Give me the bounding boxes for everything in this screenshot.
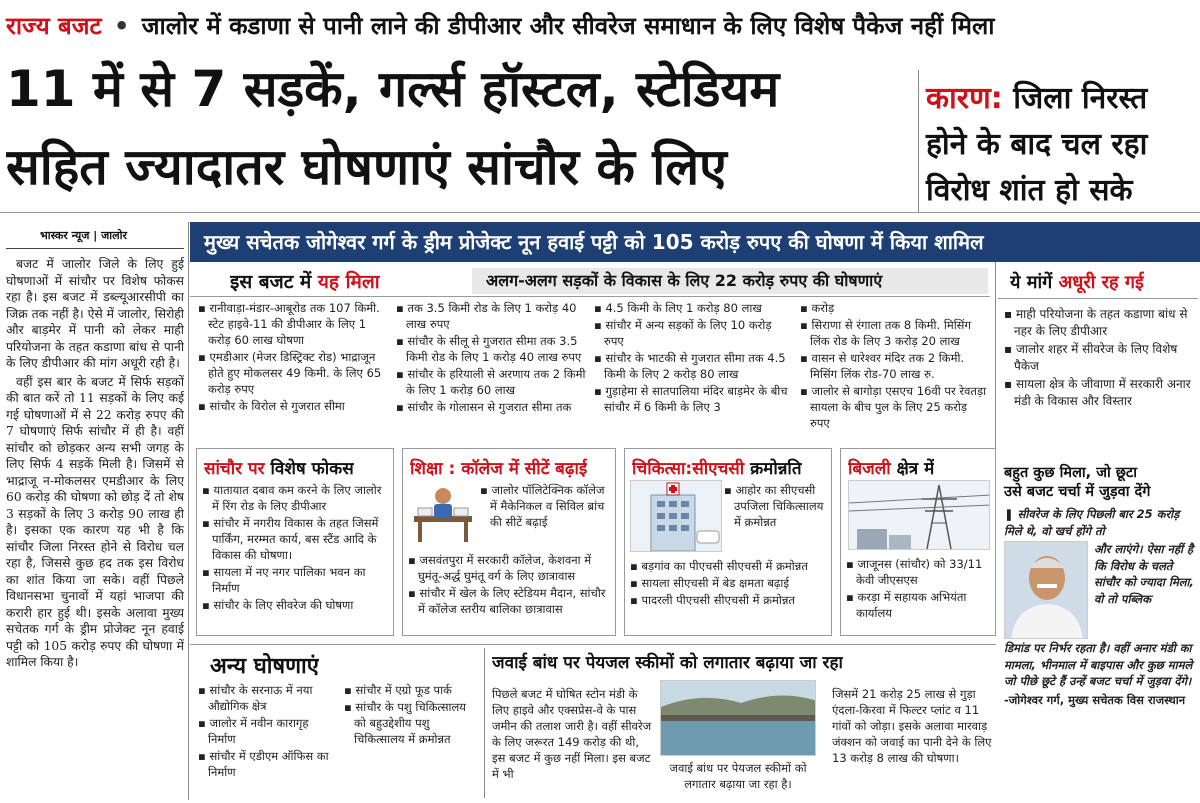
education-title bbox=[410, 456, 587, 479]
sanchore-title-a: सांचौर पर bbox=[204, 459, 265, 479]
col-divider bbox=[188, 222, 189, 800]
quote-title-2: उसे बजट चर्चा में जुड़वा देंगे bbox=[1004, 484, 1151, 500]
list-item: ▪ करोड़ bbox=[800, 300, 990, 316]
quote-body bbox=[1004, 506, 1196, 796]
power-title bbox=[848, 456, 934, 479]
side-label: कारण: bbox=[926, 81, 1003, 116]
list-item: ▪ सांचौर में एग्रो फूड पार्क bbox=[344, 682, 478, 698]
list-item: ▪ सांचौर के सरनाऊ में नया औद्योगिक क्षेत्र bbox=[198, 682, 336, 714]
education-title-a: शिक्षा : bbox=[410, 459, 462, 479]
jawai-title: जवाई बांध पर पेयजल स्कीमों को लगातार बढ़ाया जा रहा bbox=[492, 653, 843, 673]
received-title bbox=[230, 268, 380, 294]
list-item: ▪ सांचौर के गोलासन से गुजरात सीमा तक bbox=[396, 399, 586, 415]
list-item: ▪ सायला सीएचसी में बेड क्षमता बढ़ाई bbox=[630, 575, 830, 591]
list-item: ▪ यातायात दबाव कम करने के लिए जालोर में रिंग रोड के लिए डीपीआर bbox=[202, 482, 390, 514]
sanchore-list bbox=[202, 482, 390, 614]
dam-photo bbox=[660, 680, 816, 756]
list-item: ▪ सांचौर के हरियाली से अरणाय तक 2 किमी के लिए 1 करोड़ 60 लाख bbox=[396, 366, 586, 398]
health-list bbox=[630, 558, 830, 609]
incomplete-title-b: अधूरी रह गई bbox=[1058, 272, 1144, 293]
top-strap bbox=[0, 0, 1200, 52]
left-article bbox=[6, 256, 184, 801]
strap-text: जालोर में कडाणा से पानी लाने की डीपीआर और सीवरेज समाधान के लिए विशेष पैकेज नहीं मिला bbox=[141, 12, 995, 40]
headline-line1: 11 में से 7 सड़कें, गर्ल्स हॉस्टल, स्टेडियम bbox=[6, 60, 780, 118]
strap-dot: • bbox=[114, 12, 130, 40]
other-col-1 bbox=[198, 682, 336, 781]
quote-text-3: डिमांड पर निर्भर रहता है। वहीं अनार मंडी का मामला, भीनमाल में बाइपास और कुछ मामले जो पीछे छूटे हैं उन्हें बजट चर्चा में जुड़वा देंगे। bbox=[1004, 641, 1193, 688]
health-title-a: चिकित्सा:सीएचसी bbox=[632, 459, 745, 479]
quote-text-1 bbox=[1004, 506, 1196, 539]
received-title-a: इस बजट में bbox=[230, 271, 318, 293]
hospital-illustration bbox=[630, 480, 722, 552]
student-illustration bbox=[408, 480, 478, 544]
list-item: ▪ सांचौर में एडीएम ऑफिस का निर्माण bbox=[198, 748, 336, 780]
education-title-b: कॉलेज में सीटें बढ़ाई bbox=[461, 459, 588, 479]
quote-text-1-span: सीवरेज के लिए पिछली बार 25 करोड़ मिले थे, वो खर्च होंगे तो bbox=[1004, 507, 1180, 538]
list-item: ▪ रानीवाड़ा-मंडार-आबूरोड तक 107 किमी. स्टेट हाइवे-11 की डीपीआर के लिए 1 करोड़ 60 लाख घोषणा bbox=[198, 300, 388, 348]
article-para-1: बजट में जालोर जिले के लिए हुई घोषणाओं में सांचौर पर विशेष फोकस रहा है। इस बजट में डब्ल्यूआरसीपी का जिक्र तक नहीं है। ऐसे में जालोर, सिरोही और बाड़मेर में पानी को लेकर माही परियोजना के तहत कडाणा बांध से पानी के लिए डीपीआर की मांग अधूरी रही है। bbox=[6, 257, 184, 370]
dam-caption: जवाई बांध पर पेयजल स्कीमों को लगातार बढ़ाया जा रहा है। bbox=[669, 761, 807, 791]
received-col-1 bbox=[198, 300, 388, 430]
power-title-a: बिजली bbox=[848, 459, 891, 479]
list-item: ▪ वासन से धारेश्वर मंदिर तक 2 किमी. मिसिंग लिंक रोड-70 लाख रु. bbox=[800, 350, 990, 382]
jawai-left-text: पिछले बजट में घोषित स्टोन मंडी के लिए हाइवे और एक्सप्रेस-वे के पास जमीन की तलाश जारी है। वहीं सीवरेज के लिए जरूरत 149 करोड़ की थी, इस बजट में कुछ नहीं मिला। इस बजट में भी bbox=[492, 687, 652, 781]
col-divider bbox=[484, 648, 485, 798]
power-tower-illustration bbox=[848, 480, 990, 550]
roads-title: अलग-अलग सड़कों के विकास के लिए 22 करोड़ रुपए की घोषणाएं bbox=[472, 268, 988, 294]
list-item: ▪ 4.5 किमी के लिए 1 करोड़ 80 लाख bbox=[594, 300, 792, 316]
quote-title-1: बहुत कुछ मिला, जो छूटा bbox=[1004, 465, 1137, 481]
list-item: ▪ करड़ा में सहायक अभियंता कार्यालय bbox=[846, 589, 994, 621]
side-line2: होने के बाद चल रहा bbox=[926, 127, 1148, 162]
byline: भास्कर न्यूज | जालोर bbox=[40, 229, 127, 242]
incomplete-list bbox=[1004, 306, 1194, 411]
side-headline bbox=[926, 76, 1196, 214]
received-col-4 bbox=[800, 300, 990, 430]
incomplete-title bbox=[1010, 270, 1144, 294]
power-title-b: क्षेत्र में bbox=[890, 459, 935, 479]
side-line1: जिला निरस्त bbox=[1013, 81, 1148, 116]
list-item: ▪ सांचौर में अन्य सड़कों के लिए 10 करोड़ रुपए bbox=[594, 317, 792, 349]
list-item: ▪ जाजूनस (सांचौर) को 33/11 केवी जीएसएस bbox=[846, 556, 994, 588]
education-list bbox=[408, 552, 614, 618]
headline-line2: सहित ज्यादातर घोषणाएं सांचौर के लिए bbox=[6, 138, 727, 196]
health-title-b: क्रमोन्नति bbox=[744, 459, 802, 479]
article-para-2: वहीं इस बार के बजट में सिर्फ सड़कों की बात करें तो 11 सड़कों के लिए कई गई घोषणाओं में से 22 करोड़ रुपए की 7 घोषणाएं सिर्फ सांचौर में ही है। वहीं सांचौर को छोड़कर अन्य सभी जगह के लिए सिर्फ 4 सड़कें मिली है। जिसमें से भाद्राजू न-मोकलसर एमडीआर के लिए 60 करोड़ की घोषणा को छोड़ दें तो शेष 3 सड़कों के लिए 3 करोड़ 90 लाख ही है। इसका एक कारण यह भी है कि सांचौर जिला निरस्त होने से विरोध चल रहा है, जिससे कुछ हद तक इस विरोध का शांत किया जा सके। वहीं पिछले विधानसभा चुनावों में यहां भाजपा की करारी हार हुई थी। इसके अलावा मुख्य सचेतक गर्ग के ड्रीम प्रोजेक्ट नून हवाई पट्टी को 105 करोड़ रुपए की घोषणा में शामिल किया है। bbox=[6, 374, 184, 669]
other-title: अन्य घोषणाएं bbox=[210, 654, 319, 679]
banner: मुख्य सचेतक जोगेश्वर गर्ग के ड्रीम प्रोजेक्ट नून हवाई पट्टी को 105 करोड़ रुपए की घोषणा में किया शामिल bbox=[190, 222, 1200, 262]
quote-mark-icon: ❚ bbox=[1004, 507, 1018, 521]
health-item-top: ▪ आहोर का सीएचसी उपजिला चिकित्सालय में क्रमोन्नत bbox=[724, 482, 830, 530]
rule bbox=[190, 296, 990, 297]
strap-label: राज्य बजट bbox=[6, 12, 102, 40]
list-item: ▪ गुड़ाहेमा से सातपालिया मंदिर बाड़मेर के बीच सांचौर में 6 किमी के लिए 3 bbox=[594, 383, 792, 415]
list-item: ▪ जालोर शहर में सीवरेज के लिए विशेष पैकेज bbox=[1004, 341, 1194, 375]
quote-title bbox=[1004, 464, 1196, 502]
list-item: ▪ माही परियोजना के तहत कडाणा बांध से नहर के लिए डीपीआर bbox=[1004, 306, 1194, 340]
jawai-right-text: जिसमें 21 करोड़ 25 लाख से गुड़ा एंदला-किरवा में फिल्टर प्लांट व 11 गांवों को जोड़ा। इसके अलावा मारवाड़ जंक्शन को जवाई का पानी देने के लिए 13 करोड़ 8 लाख की घोषणा। bbox=[832, 687, 992, 765]
list-item: ▪ सांचौर में खेल के लिए स्टेडियम मैदान, सांचौर में कॉलेज स्तरीय बालिका छात्रावास bbox=[408, 585, 614, 617]
education-top-item bbox=[480, 482, 612, 531]
rule bbox=[998, 298, 1198, 299]
divider bbox=[918, 70, 919, 212]
list-item: ▪ सायला में नए नगर पालिका भवन का निर्माण bbox=[202, 564, 390, 596]
education-item-top: ▪ जालोर पॉलिटेक्निक कॉलेज में मैकेनिकल व सिविल ब्रांच की सीटें बढ़ाई bbox=[480, 482, 612, 530]
quote-attribution: -जोगेश्वर गर्ग, मुख्य सचेतक विस राजस्थान bbox=[1004, 692, 1186, 707]
list-item: ▪ जसवंतपुरा में सरकारी कॉलेज, केशवना में घुमंतू-अर्द्ध घुमंतू वर्ग के लिए छात्रावास bbox=[408, 552, 614, 584]
received-col-3 bbox=[594, 300, 792, 430]
rule bbox=[0, 212, 1200, 213]
list-item: ▪ सायला क्षेत्र के जीवाणा में सरकारी अनार मंडी के विकास और विस्तार bbox=[1004, 376, 1194, 410]
list-item: ▪ सांचौर के भाटकी से गुजरात सीमा तक 4.5 किमी के लिए 2 करोड़ 80 लाख bbox=[594, 350, 792, 382]
list-item: ▪ तक 3.5 किमी रोड के लिए 1 करोड़ 40 लाख रुपए bbox=[396, 300, 586, 332]
list-item: ▪ पादरली पीएचसी सीएचसी में क्रमोन्नत bbox=[630, 592, 830, 608]
list-item: ▪ जालोर में नवीन कारागृह निर्माण bbox=[198, 715, 336, 747]
byline-source: भास्कर न्यूज bbox=[40, 229, 90, 242]
quote-text-2: और लाएंगे। ऐसा नहीं है कि विरोध के चलते सांचौर को ज्यादा मिला, वो तो पब्लिक bbox=[1094, 542, 1194, 606]
list-item: ▪ सांचौर के पशु चिकित्सालय को बहुउद्देशीय पशु चिकित्सालय में क्रमोन्नत bbox=[344, 699, 478, 747]
portrait-photo bbox=[1004, 541, 1088, 639]
list-item: ▪ सिराणा से रंगाला तक 8 किमी. मिसिंग लिंक रोड के लिए 3 करोड़ 20 लाख bbox=[800, 317, 990, 349]
list-item: ▪ एमडीआर (मेजर डिस्ट्रिक्ट रोड) भाद्राजून होते हुए मोकलसर 49 किमी. के लिए 65 करोड़ रुपए bbox=[198, 349, 388, 397]
side-line3: विरोध शांत हो सके bbox=[926, 173, 1133, 208]
sanchore-title bbox=[204, 456, 354, 479]
sanchore-title-b: विशेष फोकस bbox=[264, 459, 354, 479]
list-item: ▪ जालोर से बागोड़ा एसएच 16वी पर रेवतड़ा सायला के बीच पुल के लिए 25 करोड़ रुपए bbox=[800, 383, 990, 430]
list-item: ▪ सांचौर के विरोल से गुजरात सीमा bbox=[198, 398, 388, 414]
col-divider bbox=[995, 262, 996, 450]
received-col-2 bbox=[396, 300, 586, 430]
rule bbox=[190, 644, 996, 645]
health-top-item bbox=[724, 482, 830, 531]
list-item: ▪ सांचौर के सीलू से गुजरात सीमा तक 3.5 किमी रोड के लिए 1 करोड़ 40 लाख रुपए bbox=[396, 333, 586, 365]
list-item: ▪ सांचौर में नगरीय विकास के तहत जिसमें पार्किंग, मरम्मत कार्य, बस स्टैंड आदि के विकास की घोषणा। bbox=[202, 515, 390, 563]
byline-rule bbox=[6, 248, 184, 249]
health-title bbox=[632, 456, 802, 479]
incomplete-title-a: ये मांगें bbox=[1010, 272, 1059, 293]
power-list bbox=[846, 556, 994, 622]
byline-place: जालोर bbox=[101, 229, 127, 242]
other-col-2 bbox=[344, 682, 478, 748]
list-item: ▪ बड़गांव का पीएचसी सीएचसी में क्रमोन्नत bbox=[630, 558, 830, 574]
received-title-b: यह मिला bbox=[317, 271, 380, 293]
list-item: ▪ सांचौर के लिए सीवरेज की घोषणा bbox=[202, 597, 390, 613]
